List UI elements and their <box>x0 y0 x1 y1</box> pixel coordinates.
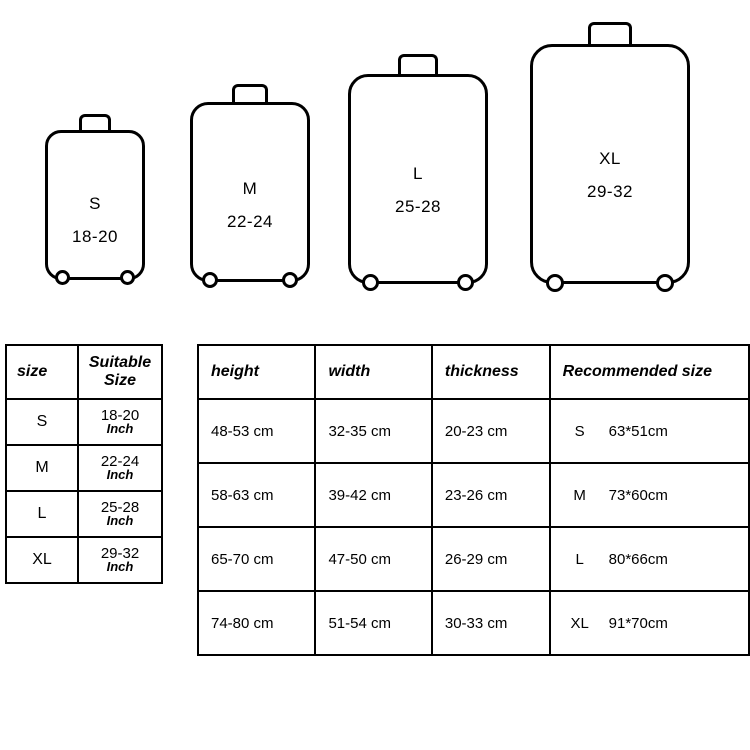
cell-thickness: 20-23 cm <box>432 399 550 463</box>
cell-size: M <box>6 445 78 491</box>
cell-recommended-size: L <box>575 550 584 568</box>
suitable-size-table <box>5 344 163 584</box>
table-header-row <box>6 345 162 399</box>
suitcase-handle-m <box>232 84 268 104</box>
cell-recommended-dim: 91*70cm <box>608 614 668 632</box>
column-header-thickness: thickness <box>432 345 550 399</box>
table-row <box>6 445 162 491</box>
suitcase-size-s: 18-20 <box>72 227 118 246</box>
cell-width: 32-35 cm <box>315 399 431 463</box>
suitcase-wheel-m-left <box>202 272 218 288</box>
cell-suitable-value: 18-20 <box>100 407 140 425</box>
cell-height: 74-80 cm <box>198 591 315 655</box>
suitcase-s <box>45 114 145 304</box>
cell-recommended <box>550 527 749 591</box>
cell-height: 58-63 cm <box>198 463 315 527</box>
table-row <box>198 399 749 463</box>
table-row <box>6 491 162 537</box>
cell-suitable-unit: Inch <box>106 513 134 529</box>
cell-recommended <box>550 399 749 463</box>
cell-suitable-unit: Inch <box>106 559 134 575</box>
cell-size: L <box>6 491 78 537</box>
suitcase-wheel-l-right <box>457 274 474 291</box>
cell-recommended <box>550 591 749 655</box>
suitcase-handle-xl <box>588 22 632 46</box>
table-row <box>6 537 162 583</box>
luggage-illustration <box>0 0 750 330</box>
column-header-recommended-size: Recommended size <box>550 345 749 399</box>
cell-thickness: 30-33 cm <box>432 591 550 655</box>
cell-recommended-size: M <box>573 486 586 504</box>
cell-recommended-size: S <box>574 422 585 440</box>
suitcase-m <box>190 84 310 304</box>
table-row <box>198 591 749 655</box>
suitcase-wheel-xl-left <box>546 274 564 292</box>
cell-suitable-unit: Inch <box>106 421 134 437</box>
cell-width: 47-50 cm <box>315 527 431 591</box>
suitcase-label-m: M <box>242 179 258 198</box>
cell-suitable-value: 29-32 <box>100 545 140 563</box>
column-header-suitable-line2: Size <box>103 372 136 389</box>
cell-width: 51-54 cm <box>315 591 431 655</box>
suitcase-size-m: 22-24 <box>227 212 273 231</box>
suitcase-wheel-l-left <box>362 274 379 291</box>
column-header-suitable-size <box>78 345 162 399</box>
table-header-row <box>198 345 749 399</box>
cell-height: 48-53 cm <box>198 399 315 463</box>
suitcase-label-l: L <box>413 164 423 183</box>
cell-width: 39-42 cm <box>315 463 431 527</box>
cell-recommended-dim: 63*51cm <box>608 422 668 440</box>
cell-suitable <box>78 445 162 491</box>
cell-suitable <box>78 537 162 583</box>
cell-recommended-size: XL <box>570 614 589 632</box>
suitcase-size-xl: 29-32 <box>587 182 633 201</box>
cell-recommended-dim: 80*66cm <box>608 550 668 568</box>
suitcase-label-xl: XL <box>599 149 621 168</box>
suitcase-wheel-xl-right <box>656 274 674 292</box>
cell-suitable <box>78 491 162 537</box>
cell-height: 65-70 cm <box>198 527 315 591</box>
suitcase-wheel-s-right <box>120 270 135 285</box>
cell-suitable <box>78 399 162 445</box>
column-header-suitable-line1: Suitable <box>88 354 152 371</box>
suitcase-wheel-s-left <box>55 270 70 285</box>
column-header-width: width <box>315 345 431 399</box>
suitcase-size-l: 25-28 <box>395 197 441 216</box>
cell-thickness: 26-29 cm <box>432 527 550 591</box>
cell-suitable-value: 25-28 <box>100 499 140 517</box>
suitcase-wheel-m-right <box>282 272 298 288</box>
cell-suitable-value: 22-24 <box>100 453 140 471</box>
cell-suitable-unit: Inch <box>106 467 134 483</box>
cell-size: XL <box>6 537 78 583</box>
cell-thickness: 23-26 cm <box>432 463 550 527</box>
column-header-size: size <box>6 345 78 399</box>
suitcase-handle-l <box>398 54 438 76</box>
cell-recommended <box>550 463 749 527</box>
cell-recommended-dim: 73*60cm <box>608 486 668 504</box>
suitcase-l <box>348 54 488 304</box>
table-row <box>198 463 749 527</box>
column-header-height: height <box>198 345 315 399</box>
suitcase-xl <box>530 22 690 304</box>
table-row <box>6 399 162 445</box>
dimensions-table <box>197 344 750 656</box>
suitcase-label-s: S <box>89 194 101 213</box>
cell-size: S <box>6 399 78 445</box>
table-row <box>198 527 749 591</box>
